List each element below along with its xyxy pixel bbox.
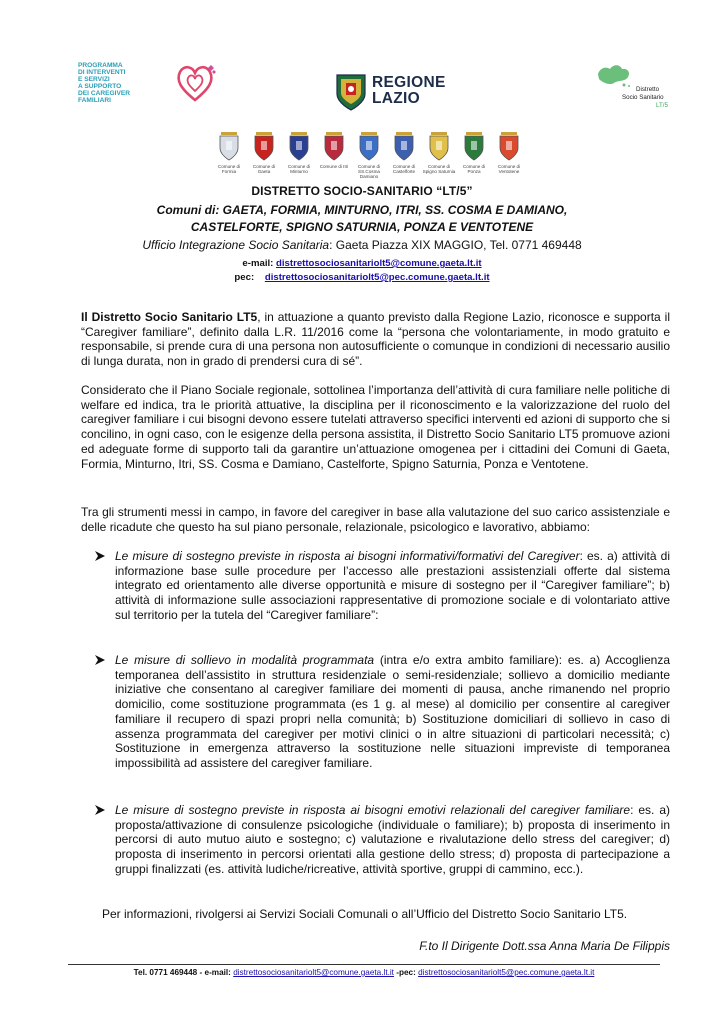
- pec-line: [60, 272, 664, 283]
- intro-paragraph: [81, 310, 670, 369]
- crest-shield-icon: [252, 128, 276, 162]
- footer: [68, 968, 660, 977]
- email-line: [60, 258, 664, 269]
- program-logo: [78, 58, 230, 110]
- regione-lazio-name: [372, 75, 446, 107]
- municipal-crest: [247, 128, 281, 176]
- municipal-crest: [212, 128, 246, 176]
- list-item: [115, 803, 670, 877]
- program-logo-line: E SERVIZI: [78, 76, 110, 83]
- crest-label: Comune di Ventotene: [497, 164, 521, 174]
- arrow-bullet-icon: [93, 549, 107, 563]
- municipal-crests: [212, 128, 528, 179]
- comuni-line2: CASTELFORTE, SPIGNO SATURNIA, PONZA E VENTOTENE: [190, 220, 534, 234]
- program-logo-line: DEI CAREGIVER: [78, 90, 131, 97]
- pec-label: pec:: [234, 272, 255, 283]
- district-logo-line1: Distretto: [636, 86, 660, 93]
- crest-shield-icon: [392, 128, 416, 162]
- footer-email-link[interactable]: distrettosociosanitariolt5@comune.gaeta.lt.it: [233, 968, 394, 977]
- municipal-crest: [387, 128, 421, 176]
- page-title: DISTRETTO SOCIO-SANITARIO “LT/5”: [251, 184, 473, 198]
- comuni-list: [60, 202, 664, 236]
- crest-shield-icon: [322, 128, 346, 162]
- municipal-crest: [457, 128, 491, 176]
- email-link[interactable]: distrettosociosanitariolt5@comune.gaeta.lt.it: [276, 258, 482, 269]
- district-logo: [592, 60, 682, 120]
- municipal-crest: [422, 128, 456, 176]
- regione-lazio-logo: [334, 72, 450, 118]
- list-item-title: Le misure di sollievo in modalità programmata: [115, 653, 375, 667]
- regione-lazio-line2: LAZIO: [372, 90, 420, 107]
- regione-lazio-crest-icon: [334, 72, 368, 112]
- program-logo-line: FAMILIARI: [78, 97, 111, 104]
- intro-bold: Il Distretto Socio Sanitario LT5: [81, 310, 258, 324]
- comuni-line1: Comuni di: GAETA, FORMIA, MINTURNO, ITRI, SS. COSMA E DAMIANO,: [156, 203, 568, 217]
- list-item-title: Le misure di sostegno previste in risposta ai bisogni emotivi relazionali del caregiver familiare: [115, 803, 631, 817]
- crest-shield-icon: [427, 128, 451, 162]
- crest-label: Comune di SS.Cosma Damiano: [357, 164, 381, 179]
- office-address: : Gaeta Piazza XIX MAGGIO, Tel. 0771 469448: [329, 238, 582, 252]
- district-logo-line2: Socio Sanitario: [622, 94, 664, 101]
- program-logo-text: [78, 62, 168, 104]
- office-label: Ufficio Integrazione Socio Sanitaria: [142, 238, 330, 252]
- signature: F.to Il Dirigente Dott.ssa Anna Maria De Filippis: [419, 939, 670, 953]
- list-item-text: : es. a) proposta/attivazione di consulenze psicologiche (individuale o familiare); b) proposta di inserimento in percorsi di auto mutuo aiuto e sostegno; c) valutazione e rivalutazione dello stress del caregiver; d) proposta di inserimento in percorsi orientati alla gestione dello stress; d) proposta di partecipazione a gruppi finalizzati (es. attività ludiche/ricreative, attività sportive, gruppi di cammino, ecc.).: [115, 803, 670, 876]
- municipal-crest: [317, 128, 351, 176]
- crest-shield-icon: [217, 128, 241, 162]
- tools-paragraph: Tra gli strumenti messi in campo, in favore del caregiver in base alla valutazione del suo carico assistenziale e delle ricadute che questo ha sul piano personale, relazionale, psicologico e lavorativo, abbiamo:: [81, 505, 670, 534]
- crest-label: Comune di Minturno: [287, 164, 311, 174]
- crest-label: Comune di Itri: [319, 164, 349, 169]
- regione-lazio-line1: REGIONE: [372, 74, 446, 91]
- crest-label: Comune di Gaeta: [252, 164, 276, 174]
- crest-shield-icon: [462, 128, 486, 162]
- crest-label: Comune di Ponza: [462, 164, 486, 174]
- arrow-bullet-icon: [93, 653, 107, 667]
- crest-label: Comune di Spigno Saturnia: [422, 164, 456, 174]
- crest-label: Comune di Castelforte: [392, 164, 416, 174]
- office-info: [60, 238, 664, 252]
- list-item-text: : es. a) attività di informazione base sulle procedure per l’accesso alle prestazioni assistenziali offerte dal sistema integrato ed orientamento alle diverse opportunità e misure di sostegno per il “Caregiver familiare”; b) attività di informazione sulle associazioni rappresentative di promozione sociale e di volontariato attive sul territorio per la tutela del “Caregiver familiare”:: [115, 549, 670, 622]
- arrow-bullet-icon: [93, 803, 107, 817]
- list-item-title: Le misure di sostegno previste in risposta ai bisogni informativi/formativi del Caregiver: [115, 549, 580, 563]
- crest-shield-icon: [287, 128, 311, 162]
- crest-shield-icon: [497, 128, 521, 162]
- info-line: Per informazioni, rivolgersi ai Servizi Sociali Comunali o all’Ufficio del Distretto Socio Sanitario LT5.: [102, 907, 628, 921]
- email-label: e-mail:: [242, 258, 274, 269]
- footer-pec-label: -pec:: [393, 968, 419, 977]
- context-paragraph: Considerato che il Piano Sociale regionale, sottolinea l’importanza dell’attività di cura familiare nelle politiche di welfare ed indica, tra le priorità attuative, la disciplina per il riconoscimento e la valorizzazione del ruolo del caregiver familiare i cui bisogni devono essere tutelati attraverso specifici interventi ed azioni di supporto che si concilino, in ogni caso, con le esigenze della persona assistita, il Distretto Socio Sanitario LT5 promuove azioni ed adeguate forme di supporto tali da garantire un’attuazione omogenea per i cittadini dei Comuni di Gaeta, Formia, Minturno, Itri, SS. Cosma e Damiano, Castelforte, Spigno Saturnia, Ponza e Ventotene.: [81, 383, 670, 471]
- list-item: [115, 653, 670, 771]
- list-item-text: (intra e/o extra ambito familiare): es. a) Accoglienza temporanea dell’assistito in struttura residenziale o semi-residenziale; sollievo a domicilio mediante iniziative che consentano al caregiver familiare dei momenti di pausa, anche rimanendo nel proprio domicilio, come sostituzione programmata (es 1 g. al mese) al domicilio per consentire al caregiver familiare il recupero di spazi propri nella comunità; b) Sostituzione domiciliari di sollievo in caso di assenza programmata del caregiver per motivi clinici o in altre situazioni di particolari necessità; c) Sostituzione in emergenza attraverso la sostituzione nelle situazioni impreviste di temporanea impossibilità ad assistere del caregiver familiare.: [115, 653, 670, 770]
- list-item: [115, 549, 670, 623]
- footer-tel: Tel. 0771 469448: [133, 968, 198, 977]
- pec-link[interactable]: distrettosociosanitariolt5@pec.comune.gaeta.lt.it: [264, 272, 490, 283]
- footer-pec-link[interactable]: distrettosociosanitariolt5@pec.comune.gaeta.lt.it: [418, 968, 595, 977]
- district-logo-text: [622, 86, 668, 110]
- municipal-crest: [492, 128, 526, 176]
- municipal-crest: [352, 128, 386, 179]
- municipal-crest: [282, 128, 316, 176]
- district-logo-line3: LT/5: [656, 102, 668, 109]
- footer-divider: [68, 964, 660, 965]
- program-logo-line: DI INTERVENTI: [78, 69, 126, 76]
- program-logo-line: A SUPPORTO: [78, 83, 122, 90]
- crest-shield-icon: [357, 128, 381, 162]
- footer-email-label: - e-mail:: [197, 968, 234, 977]
- heart-icon: [172, 60, 218, 106]
- program-logo-line: PROGRAMMA: [78, 62, 123, 69]
- crest-label: Comune di Formia: [217, 164, 241, 174]
- intro-text: , in attuazione a quanto previsto dalla Regione Lazio, riconosce e supporta il “Caregiver familiare”, definito dalla L.R. 11/2016 come la “persona che volontariamente, in modo gratuito e responsabile, si prende cura di una persona non autosufficiente o comunque in condizioni di necessario ausilio di lunga durata, non in grado di prendersi cura di sé”.: [81, 310, 670, 369]
